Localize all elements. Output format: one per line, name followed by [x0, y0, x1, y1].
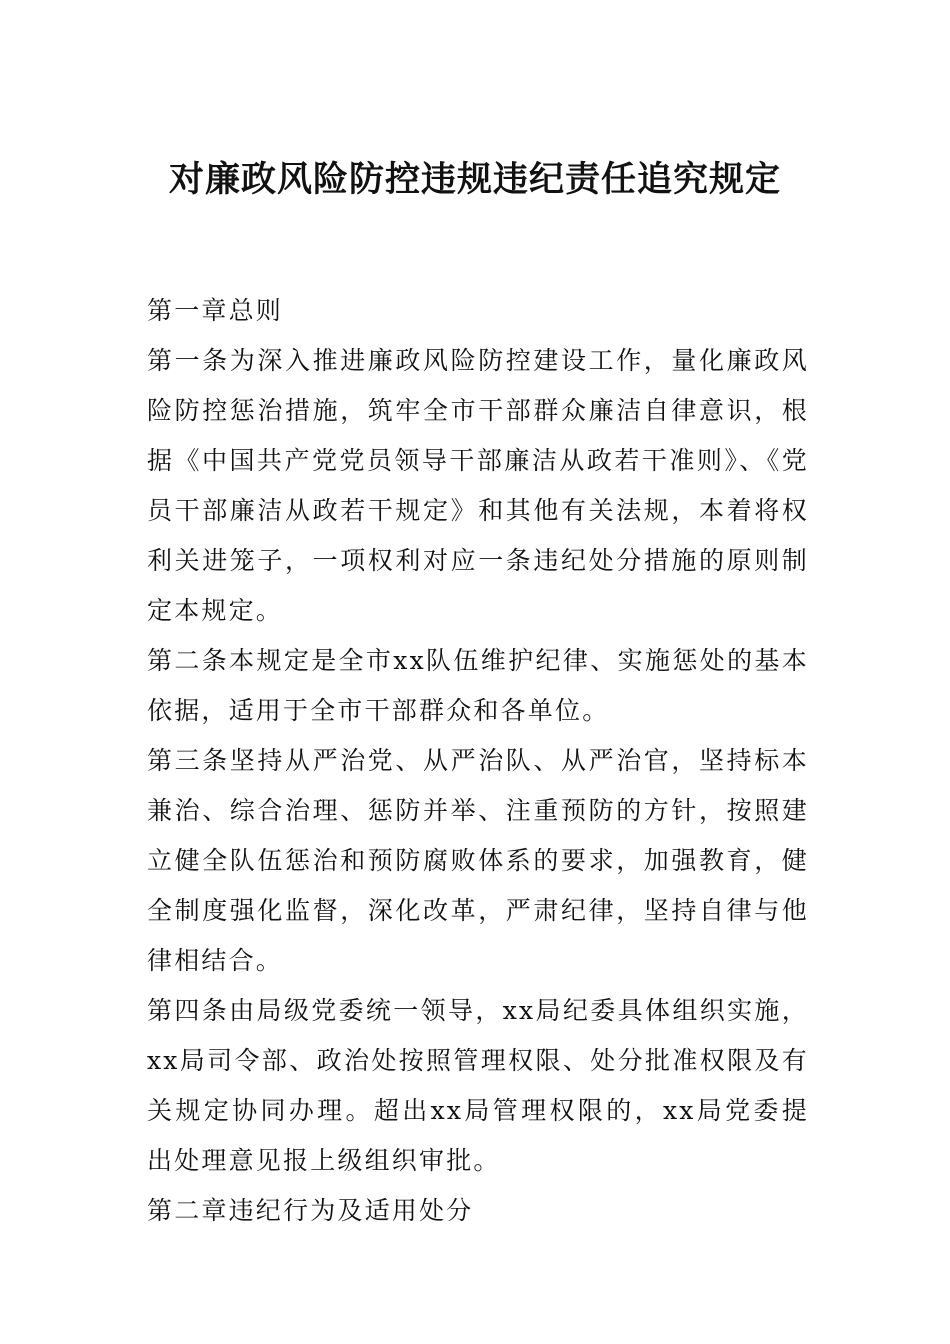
article-1-paragraph: 第一条为深入推进廉政风险防控建设工作，量化廉政风险防控惩治措施，筑牢全市干部群众廉洁自律意识，根据《中国共产党党员领导干部廉洁从政若干准则》、《党员干部廉洁从政若干规定》和其他有关法规，本着将权利关进笼子，一项权利对应一条违纪处分措施的原则制定本规定。 — [147, 346, 809, 625]
article-3-paragraph: 第三条坚持从严治党、从严治队、从严治官，坚持标本兼治、综合治理、惩防并举、注重预防的方针，按照建立健全队伍惩治和预防腐败体系的要求，加强教育，健全制度强化监督，深化改革，严肃纪律，坚持自律与他律相结合。 — [147, 746, 809, 975]
article-4-paragraph: 第四条由局级党委统一领导，xx局纪委具体组织实施，xx局司令部、政治处按照管理权限、处分批准权限及有关规定协同办理。超出xx局管理权限的，xx局党委提出处理意见报上级组织审批。 — [147, 996, 809, 1175]
article-2-paragraph: 第二条本规定是全市xx队伍维护纪律、实施惩处的基本依据，适用于全市干部群众和各单位。 — [147, 646, 809, 725]
chapter-1-heading: 第一章总则 — [147, 296, 284, 325]
chapter-2-heading: 第二章违纪行为及适用处分 — [147, 1196, 474, 1225]
document-body — [147, 286, 809, 1236]
document-title: 对廉政风险防控违规违纪责任追究规定 — [168, 159, 781, 200]
